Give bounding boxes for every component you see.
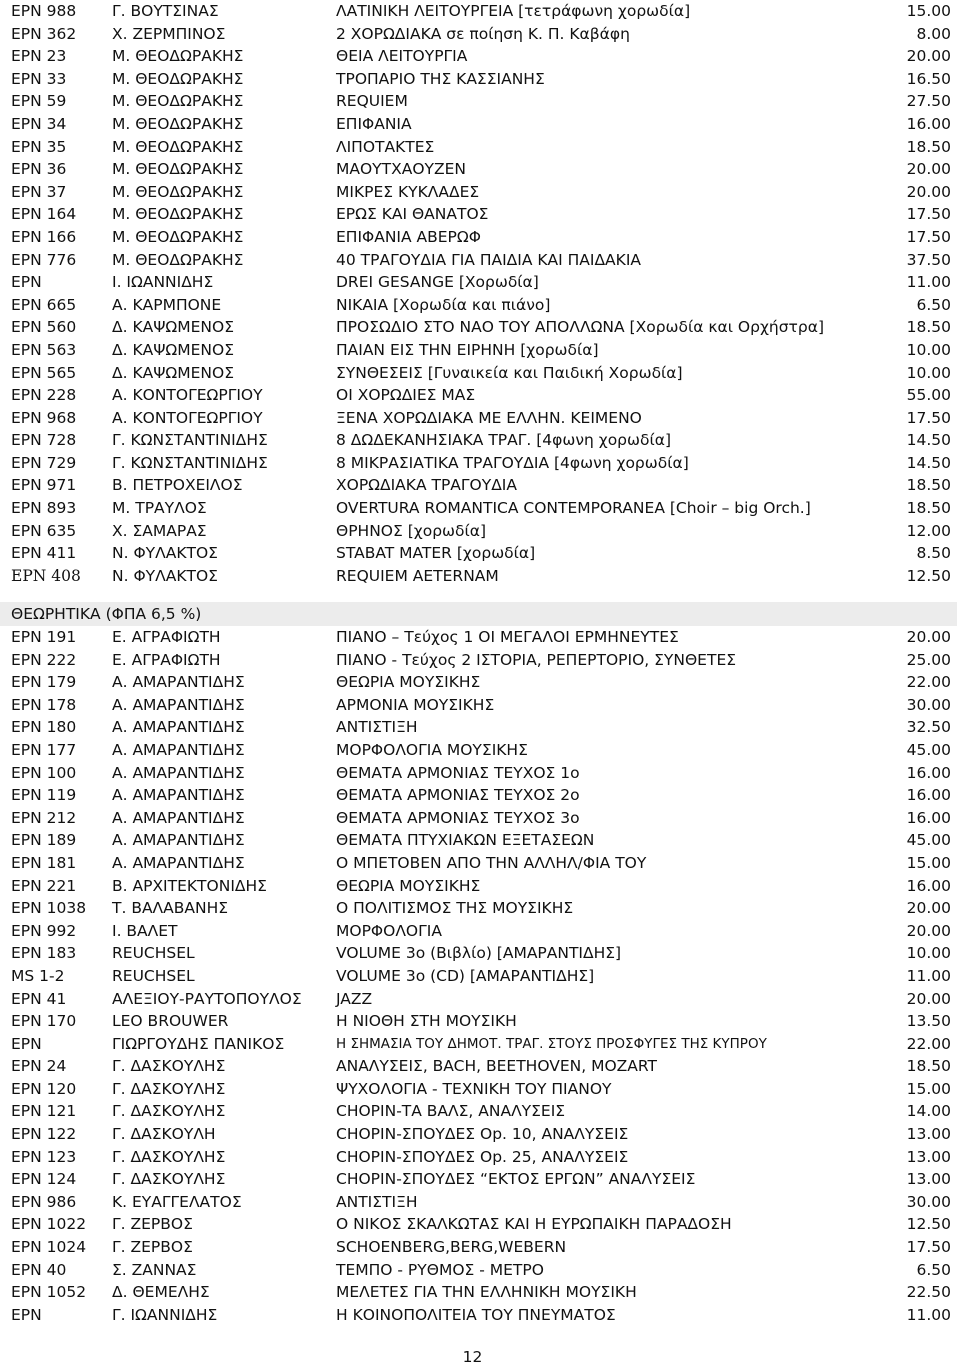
composer-name: Γ. ΔΑΣΚΟΥΛΗΣ xyxy=(112,1057,226,1076)
work-title: ΑΡΜΟΝΙΑ ΜΟΥΣΙΚΗΣ xyxy=(336,695,495,714)
composer-name: Β. ΠΕΤΡΟΧΕΙΛΟΣ xyxy=(112,476,243,495)
price: 45.00 xyxy=(906,740,951,759)
catalog-code: ΕΡΝ 1024 xyxy=(11,1238,87,1257)
catalog-row xyxy=(0,158,960,181)
composer-name: Γ. ΔΑΣΚΟΥΛΗΣ xyxy=(112,1102,226,1121)
composer-name: Μ. ΘΕΟΔΩΡΑΚΗΣ xyxy=(112,114,244,133)
catalog-row xyxy=(0,452,960,475)
price: 27.50 xyxy=(906,92,951,111)
work-title: SCHOENBERG,BERG,WEBERN xyxy=(336,1238,567,1257)
composer-name: LEO BROUWER xyxy=(112,1012,229,1031)
work-title: 8 ΜΙΚΡΑΣΙΑΤΙΚΑ ΤΡΑΓΟΥΔΙΑ [4φωνη χορωδία] xyxy=(336,453,689,472)
catalog-code: ΕΡΝ 1038 xyxy=(11,899,87,918)
composer-name: Γ. ΔΑΣΚΟΥΛΗΣ xyxy=(112,1170,226,1189)
price: 17.50 xyxy=(906,408,951,427)
catalog-code: ΕΡΝ 565 xyxy=(11,363,77,382)
composer-name: Δ. ΚΑΨΩΜΕΝΟΣ xyxy=(112,340,235,359)
composer-name: Α. ΑΜΑΡΑΝΤΙΔΗΣ xyxy=(112,786,245,805)
composer-name: Α. ΑΜΑΡΑΝΤΙΔΗΣ xyxy=(112,853,245,872)
composer-name: ΓΙΩΡΓΟΥΔΗΣ ΠΑΝΙΚΟΣ xyxy=(112,1034,285,1053)
composer-name: Γ. ΚΩΝΣΤΑΝΤΙΝΙΔΗΣ xyxy=(112,453,268,472)
catalog-code: ΕΡΝ 729 xyxy=(11,453,77,472)
composer-name: Μ. ΘΕΟΔΩΡΑΚΗΣ xyxy=(112,227,244,246)
catalog-row xyxy=(0,1123,960,1146)
work-title: ΘΕΙΑ ΛΕΙΤΟΥΡΓΙΑ xyxy=(336,47,468,66)
work-title: Η ΚΟΙΝΟΠΟΛΙΤΕΙΑ ΤΟΥ ΠΝΕΥΜΑΤΟΣ xyxy=(336,1305,616,1324)
catalog-row xyxy=(0,1259,960,1282)
composer-name: Α. ΑΜΑΡΑΝΤΙΔΗΣ xyxy=(112,695,245,714)
work-title: CHOPIN-ΣΠΟΥΔΕΣ Op. 25, ΑΝΑΛΥΣΕΙΣ xyxy=(336,1147,629,1166)
work-title: ΘΕΩΡΙΑ ΜΟΥΣΙΚΗΣ xyxy=(336,876,481,895)
price: 11.00 xyxy=(906,966,951,985)
catalog-code: ΕΡΝ 221 xyxy=(11,876,77,895)
price: 18.50 xyxy=(906,499,951,518)
catalog-row xyxy=(0,1055,960,1078)
catalog-code: ΕΡΝ 635 xyxy=(11,521,77,540)
catalog-code: ΕΡΝ 119 xyxy=(11,786,77,805)
work-title: ΜΙΚΡΕΣ ΚΥΚΛΑΔΕΣ xyxy=(336,182,480,201)
price: 16.00 xyxy=(906,763,951,782)
catalog-row xyxy=(0,226,960,249)
catalog-code: ΕΡΝ 411 xyxy=(11,544,77,563)
price: 20.00 xyxy=(906,47,951,66)
composer-name: Β. ΑΡΧΙΤΕΚΤΟΝΙΔΗΣ xyxy=(112,876,267,895)
composer-name: Μ. ΤΡΑΥΛΟΣ xyxy=(112,499,207,518)
catalog-row xyxy=(0,762,960,785)
work-title: ΛΑΤΙΝΙΚΗ ΛΕΙΤΟΥΡΓΕΙΑ [τετράφωνη χορωδία] xyxy=(336,2,691,20)
catalog-row xyxy=(0,407,960,430)
composer-name: Γ. ΔΑΣΚΟΥΛΗΣ xyxy=(112,1079,226,1098)
price: 13.00 xyxy=(906,1147,951,1166)
composer-name: Μ. ΘΕΟΔΩΡΑΚΗΣ xyxy=(112,47,244,66)
catalog-row xyxy=(0,829,960,852)
composer-name: Ι. ΒΑΛΕΤ xyxy=(112,921,178,940)
composer-name: Α. ΑΜΑΡΑΝΤΙΔΗΣ xyxy=(112,740,245,759)
composer-name: REUCHSEL xyxy=(112,966,195,985)
catalog-code: ΕΡΝ 24 xyxy=(11,1057,67,1076)
price: 12.00 xyxy=(906,521,951,540)
price: 22.50 xyxy=(906,1283,951,1302)
catalog-row xyxy=(0,316,960,339)
work-title: JAZZ xyxy=(336,989,373,1008)
catalog-code: ΕΡΝ 170 xyxy=(11,1012,77,1031)
work-title: DREI GESANGE [Χορωδία] xyxy=(336,273,539,292)
price: 15.00 xyxy=(906,853,951,872)
price: 18.50 xyxy=(906,137,951,156)
work-title: 8 ΔΩΔΕΚΑΝΗΣΙΑΚΑ ΤΡΑΓ. [4φωνη χορωδία] xyxy=(336,431,671,450)
price: 20.00 xyxy=(906,628,951,646)
composer-name: Μ. ΘΕΟΔΩΡΑΚΗΣ xyxy=(112,92,244,111)
catalog-row xyxy=(0,920,960,943)
composer-name: Γ. ΙΩΑΝΝΙΔΗΣ xyxy=(112,1305,218,1324)
composer-name: Γ. ΔΑΣΚΟΥΛΗΣ xyxy=(112,1147,226,1166)
catalog-code: ΕΡΝ 183 xyxy=(11,944,77,963)
composer-name: Δ. ΘΕΜΕΛΗΣ xyxy=(112,1283,210,1302)
catalog-row xyxy=(0,203,960,226)
work-title: ΟΙ ΧΟΡΩΔΙΕΣ ΜΑΣ xyxy=(336,386,476,405)
price: 20.00 xyxy=(906,921,951,940)
work-title: ΞΕΝΑ ΧΟΡΩΔΙΑΚΑ ΜΕ ΕΛΛΗΝ. ΚΕΙΜΕΝΟ xyxy=(336,408,642,427)
composer-name: Α. ΚΟΝΤΟΓΕΩΡΓΙΟΥ xyxy=(112,386,263,405)
price: 20.00 xyxy=(906,989,951,1008)
catalog-row xyxy=(0,1010,960,1033)
catalog-row xyxy=(0,897,960,920)
catalog-row xyxy=(0,113,960,136)
catalog-code: ΕΡΝ 166 xyxy=(11,227,77,246)
price: 13.50 xyxy=(906,1012,951,1031)
composer-name: Α. ΚΟΝΤΟΓΕΩΡΓΙΟΥ xyxy=(112,408,263,427)
price: 18.50 xyxy=(906,318,951,337)
composer-name: Ε. ΑΓΡΑΦΙΩΤΗ xyxy=(112,628,221,646)
price: 10.00 xyxy=(906,363,951,382)
composer-name: ΑΛΕΞΙΟΥ-ΡΑΥΤΟΠΟΥΛΟΣ xyxy=(112,989,302,1008)
catalog-code: ΕΡΝ 191 xyxy=(11,628,77,646)
catalog-code: ΕΡΝ 122 xyxy=(11,1125,77,1144)
catalog-code: ΕΡΝ 179 xyxy=(11,673,77,692)
price: 16.50 xyxy=(906,69,951,88)
catalog-code: ΕΡΝ 164 xyxy=(11,205,77,224)
work-title: CHOPIN-ΤΑ ΒΑΛΣ, ΑΝΑΛΥΣΕΙΣ xyxy=(336,1102,566,1121)
price: 20.00 xyxy=(906,160,951,179)
composer-name: Ν. ΦΥΛΑΚΤΟΣ xyxy=(112,566,218,585)
work-title: ΠΡΟΣΩΔΙΟ ΣΤΟ ΝΑΟ ΤΟΥ ΑΠΟΛΛΩΝΑ [Χορωδία και Ορχήστρα] xyxy=(336,318,824,337)
work-title: ΑΝΑΛΥΣΕΙΣ, BACH, BEETHOVEN, MOZART xyxy=(336,1057,657,1076)
catalog-row xyxy=(0,0,960,23)
price: 16.00 xyxy=(906,808,951,827)
composer-name: Γ. ΚΩΝΣΤΑΝΤΙΝΙΔΗΣ xyxy=(112,431,268,450)
catalog-row xyxy=(0,1236,960,1259)
catalog-code: ΕΡΝ 228 xyxy=(11,386,77,405)
composer-name: Μ. ΘΕΟΔΩΡΑΚΗΣ xyxy=(112,160,244,179)
page-number: 12 xyxy=(462,1348,483,1366)
work-title: ΕΠΙΦΑΝΙΑ ΑΒΕΡΩΦ xyxy=(336,227,481,246)
work-title: ΝΙΚΑΙΑ [Χορωδία και πιάνο] xyxy=(336,295,551,314)
catalog-code: ΕΡΝ 123 xyxy=(11,1147,77,1166)
composer-name: Γ. ΖΕΡΒΟΣ xyxy=(112,1238,193,1257)
work-title: ΜΑΟΥΤΧΑΟΥΖΕΝ xyxy=(336,160,467,179)
catalog-row xyxy=(0,474,960,497)
composer-name: Κ. ΕΥΑΓΓΕΛΑΤΟΣ xyxy=(112,1192,242,1211)
catalog-row xyxy=(0,384,960,407)
catalog-row xyxy=(0,90,960,113)
catalog-code: ΕΡΝ 222 xyxy=(11,650,77,669)
price: 14.50 xyxy=(906,453,951,472)
price: 37.50 xyxy=(906,250,951,269)
price: 12.50 xyxy=(906,1215,951,1234)
catalog-code: ΕΡΝ 121 xyxy=(11,1102,77,1121)
catalog-row xyxy=(0,739,960,762)
work-title: ΧΟΡΩΔΙΑΚΑ ΤΡΑΓΟΥΔΙΑ xyxy=(336,476,517,495)
composer-name: Μ. ΘΕΟΔΩΡΑΚΗΣ xyxy=(112,69,244,88)
catalog-code: ΕΡΝ 728 xyxy=(11,431,77,450)
work-title: ΨΥΧΟΛΟΓΙΑ - ΤΕΧΝΙΚΗ ΤΟΥ ΠΙΑΝΟΥ xyxy=(336,1079,612,1098)
catalog-row xyxy=(0,784,960,807)
composer-name: Ν. ΦΥΛΑΚΤΟΣ xyxy=(112,544,218,563)
work-title: ΘΕΜΑΤΑ ΑΡΜΟΝΙΑΣ ΤΕΥΧΟΣ 1ο xyxy=(336,763,580,782)
price: 6.50 xyxy=(916,295,951,314)
work-title: STABAT MATER [χορωδία] xyxy=(336,544,536,563)
catalog-code: ΕΡΝ 178 xyxy=(11,695,77,714)
work-title: OVERTURA ROMANTICA CONTEMPORANEA [Choir – big Orch.] xyxy=(336,499,811,518)
work-title: Ο ΜΠΕΤΟΒΕΝ ΑΠΟ ΤΗΝ ΑΛΛΗΛ/ΦΙΑ ΤΟΥ xyxy=(336,853,647,872)
price: 17.50 xyxy=(906,205,951,224)
catalog-code: ΕΡΝ 968 xyxy=(11,408,77,427)
price: 18.50 xyxy=(906,1057,951,1076)
composer-name: Δ. ΚΑΨΩΜΕΝΟΣ xyxy=(112,318,235,337)
work-title: CHOPIN-ΣΠΟΥΔΕΣ Op. 10, ΑΝΑΛΥΣΕΙΣ xyxy=(336,1125,629,1144)
price: 18.50 xyxy=(906,476,951,495)
catalog-row xyxy=(0,1033,960,1056)
catalog-row xyxy=(0,965,960,988)
price: 32.50 xyxy=(906,718,951,737)
catalog-row xyxy=(0,1191,960,1214)
work-title: REQUIEM xyxy=(336,92,408,111)
work-title: ΜΕΛΕΤΕΣ ΓΙΑ ΤΗΝ ΕΛΛΗΝΙΚΗ ΜΟΥΣΙΚΗ xyxy=(336,1283,637,1302)
catalog-row xyxy=(0,68,960,91)
work-title: ΑΝΤΙΣΤΙΞΗ xyxy=(336,1192,418,1211)
choral-section xyxy=(0,0,960,587)
composer-name: Γ. ΒΟΥΤΣΙΝΑΣ xyxy=(112,2,219,20)
price: 45.00 xyxy=(906,831,951,850)
catalog-row xyxy=(0,136,960,159)
price: 55.00 xyxy=(906,386,951,405)
work-title: ΘΡΗΝΟΣ [χορωδία] xyxy=(336,521,487,540)
price: 14.50 xyxy=(906,431,951,450)
work-title: VOLUME 3ο (CD) [ΑΜΑΡΑΝΤΙΔΗΣ] xyxy=(336,966,595,985)
catalog-code: ΕΡΝ 34 xyxy=(11,114,67,133)
catalog-code: ΕΡΝ 986 xyxy=(11,1192,77,1211)
work-title: ΘΕΜΑΤΑ ΑΡΜΟΝΙΑΣ ΤΕΥΧΟΣ 2ο xyxy=(336,786,580,805)
catalog-row xyxy=(0,716,960,739)
catalog-code: ΕΡΝ 1022 xyxy=(11,1215,87,1234)
work-title: 40 ΤΡΑΓΟΥΔΙΑ ΓΙΑ ΠΑΙΔΙΑ ΚΑΙ ΠΑΙΔΑΚΙΑ xyxy=(336,250,641,269)
catalog-code: ΕΡΝ 988 xyxy=(11,2,77,20)
composer-name: Α. ΑΜΑΡΑΝΤΙΔΗΣ xyxy=(112,763,245,782)
composer-name: Γ. ΔΑΣΚΟΥΛΗ xyxy=(112,1125,216,1144)
work-title: Η ΣΗΜΑΣΙΑ ΤΟΥ ΔΗΜΟΤ. ΤΡΑΓ. ΣΤΟΥΣ ΠΡΟΣΦΥΓΕΣ ΤΗΣ ΚΥΠΡΟΥ xyxy=(336,1035,767,1052)
catalog-row xyxy=(0,1281,960,1304)
catalog-code: ΕΡΝ 1052 xyxy=(11,1283,87,1302)
catalog-row xyxy=(0,542,960,565)
catalog-row xyxy=(0,988,960,1011)
price: 8.50 xyxy=(916,544,951,563)
price: 15.00 xyxy=(906,1079,951,1098)
price: 14.00 xyxy=(906,1102,951,1121)
work-title: VOLUME 3ο (Βιβλίο) [ΑΜΑΡΑΝΤΙΔΗΣ] xyxy=(336,944,622,963)
composer-name: Γ. ΖΕΡΒΟΣ xyxy=(112,1215,193,1234)
work-title: 2 ΧΟΡΩΔΙΑΚΑ σε ποίηση Κ. Π. Καβάφη xyxy=(336,24,630,43)
catalog-code: ΕΡΝ 41 xyxy=(11,989,67,1008)
composer-name: Μ. ΘΕΟΔΩΡΑΚΗΣ xyxy=(112,250,244,269)
work-title: REQUIEM AETERNAM xyxy=(336,566,499,585)
catalog-code: ΕΡΝ 971 xyxy=(11,476,77,495)
composer-name: Α. ΑΜΑΡΑΝΤΙΔΗΣ xyxy=(112,808,245,827)
catalog-code: ΕΡΝ 120 xyxy=(11,1079,77,1098)
price: 20.00 xyxy=(906,899,951,918)
catalog-code: ΕΡΝ 180 xyxy=(11,718,77,737)
price: 11.00 xyxy=(906,273,951,292)
catalog-code: ΕΡΝ 776 xyxy=(11,250,77,269)
catalog-row xyxy=(0,694,960,717)
catalog-code: ΕΡΝ 560 xyxy=(11,318,77,337)
catalog-code: ΕΡΝ 189 xyxy=(11,831,77,850)
work-title: ΤΡΟΠΑΡΙΟ ΤΗΣ ΚΑΣΣΙΑΝΗΣ xyxy=(336,69,545,88)
catalog-code: ΕΡΝ 893 xyxy=(11,499,77,518)
composer-name: Α. ΑΜΑΡΑΝΤΙΔΗΣ xyxy=(112,831,245,850)
price: 22.00 xyxy=(906,673,951,692)
catalog-code: ΕΡΝ 35 xyxy=(11,137,67,156)
catalog-row xyxy=(0,339,960,362)
work-title: ΛΙΠΟΤΑΚΤΕΣ xyxy=(336,137,435,156)
price: 13.00 xyxy=(906,1125,951,1144)
catalog-row xyxy=(0,626,960,649)
composer-name: Ε. ΑΓΡΑΦΙΩΤΗ xyxy=(112,650,221,669)
price: 8.00 xyxy=(916,24,951,43)
catalog-code: ΕΡΝ 37 xyxy=(11,182,67,201)
composer-name: Ι. ΙΩΑΝΝΙΔΗΣ xyxy=(112,273,214,292)
catalog-row xyxy=(0,520,960,543)
work-title: ΠΙΑΝΟ – Τεύχος 1 ΟΙ ΜΕΓΑΛΟΙ ΕΡΜΗΝΕΥΤΕΣ xyxy=(336,628,679,646)
catalog-row xyxy=(0,45,960,68)
work-title: ΠΙΑΝΟ - Τεύχος 2 ΙΣΤΟΡΙΑ, ΡΕΠΕΡΤΟΡΙΟ, ΣΥΝΘΕΤΕΣ xyxy=(336,650,737,669)
composer-name: Μ. ΘΕΟΔΩΡΑΚΗΣ xyxy=(112,182,244,201)
catalog-row xyxy=(0,1304,960,1327)
theory-section xyxy=(0,602,960,1326)
work-title: ΣΥΝΘΕΣΕΙΣ [Γυναικεία και Παιδική Χορωδία] xyxy=(336,363,683,382)
composer-name: Α. ΑΜΑΡΑΝΤΙΔΗΣ xyxy=(112,673,245,692)
catalog-code: ΕΡΝ 33 xyxy=(11,69,67,88)
section-heading: ΘΕΩΡΗΤΙΚΑ (ΦΠΑ 6,5 %) xyxy=(0,602,957,626)
catalog-code: ΕΡΝ xyxy=(11,1034,42,1053)
catalog-code: ΕΡΝ 59 xyxy=(11,92,67,111)
catalog-code: ΕΡΝ 40 xyxy=(11,1260,67,1279)
catalog-code: ΕΡΝ 665 xyxy=(11,295,77,314)
catalog-code: ΕΡΝ 36 xyxy=(11,160,67,179)
price: 15.00 xyxy=(906,2,951,20)
catalog-row xyxy=(0,23,960,46)
composer-name: Χ. ΣΑΜΑΡΑΣ xyxy=(112,521,207,540)
work-title: ΘΕΜΑΤΑ ΑΡΜΟΝΙΑΣ ΤΕΥΧΟΣ 3ο xyxy=(336,808,580,827)
price: 17.50 xyxy=(906,1238,951,1257)
catalog-row xyxy=(0,1213,960,1236)
catalog-code: ΕΡΝ 100 xyxy=(11,763,77,782)
price: 16.00 xyxy=(906,876,951,895)
work-title: ΜΟΡΦΟΛΟΓΙΑ xyxy=(336,921,442,940)
composer-name: Α. ΑΜΑΡΑΝΤΙΔΗΣ xyxy=(112,718,245,737)
catalog-code: ΕΡΝ 177 xyxy=(11,740,77,759)
work-title: ΘΕΩΡΙΑ ΜΟΥΣΙΚΗΣ xyxy=(336,673,481,692)
catalog-row xyxy=(0,875,960,898)
work-title: ΜΟΡΦΟΛΟΓΙΑ ΜΟΥΣΙΚΗΣ xyxy=(336,740,528,759)
work-title: Ο ΠΟΛΙΤΙΣΜΟΣ ΤΗΣ ΜΟΥΣΙΚΗΣ xyxy=(336,899,574,918)
price: 6.50 xyxy=(916,1260,951,1279)
work-title: ΕΠΙΦΑΝΙΑ xyxy=(336,114,412,133)
price: 30.00 xyxy=(906,695,951,714)
catalog-row xyxy=(0,181,960,204)
catalog-row xyxy=(0,497,960,520)
catalog-code: MS 1-2 xyxy=(11,966,65,985)
composer-name: Μ. ΘΕΟΔΩΡΑΚΗΣ xyxy=(112,137,244,156)
composer-name: Σ. ΖΑΝΝΑΣ xyxy=(112,1260,197,1279)
price: 10.00 xyxy=(906,944,951,963)
catalog-code: ΕΡΝ 362 xyxy=(11,24,77,43)
catalog-row xyxy=(0,1078,960,1101)
price: 10.00 xyxy=(906,340,951,359)
catalog-row xyxy=(0,671,960,694)
work-title: CHOPIN-ΣΠΟΥΔΕΣ “ΕΚΤΟΣ ΕΡΓΩΝ” ΑΝΑΛΥΣΕΙΣ xyxy=(336,1170,696,1189)
composer-name: Μ. ΘΕΟΔΩΡΑΚΗΣ xyxy=(112,205,244,224)
work-title: ΕΡΩΣ ΚΑΙ ΘΑΝΑΤΟΣ xyxy=(336,205,489,224)
catalog-row xyxy=(0,1146,960,1169)
price: 22.00 xyxy=(906,1034,951,1053)
work-title: ΤΕΜΠΟ - ΡΥΘΜΟΣ - ΜΕΤΡΟ xyxy=(336,1260,544,1279)
catalog-row xyxy=(0,1100,960,1123)
price: 16.00 xyxy=(906,114,951,133)
price: 30.00 xyxy=(906,1192,951,1211)
catalog-row xyxy=(0,649,960,672)
catalog-code: ΕΡΝ 23 xyxy=(11,47,67,66)
catalog-row xyxy=(0,942,960,965)
work-title: ΘΕΜΑΤΑ ΠΤΥΧΙΑΚΩΝ ΕΞΕΤΑΣΕΩΝ xyxy=(336,831,595,850)
composer-name: Τ. ΒΑΛΑΒΑΝΗΣ xyxy=(112,899,229,918)
price: 13.00 xyxy=(906,1170,951,1189)
catalog-code: ΕΡΝ xyxy=(11,1305,42,1324)
composer-name: REUCHSEL xyxy=(112,944,195,963)
catalog-code: ΕΡΝ 124 xyxy=(11,1170,77,1189)
price: 11.00 xyxy=(906,1305,951,1324)
catalog-row xyxy=(0,249,960,272)
catalog-row xyxy=(0,429,960,452)
catalog-row xyxy=(0,807,960,830)
catalog-row xyxy=(0,271,960,294)
work-title: Ο ΝΙΚΟΣ ΣΚΑΛΚΩΤΑΣ ΚΑΙ Η ΕΥΡΩΠΑΙΚΗ ΠΑΡΑΔΟΣΗ xyxy=(336,1215,732,1234)
catalog-row xyxy=(0,362,960,385)
catalog-code: ΕΡΝ 992 xyxy=(11,921,77,940)
catalog-row xyxy=(0,565,960,588)
price: 16.00 xyxy=(906,786,951,805)
composer-name: Α. ΚΑΡΜΠΟΝΕ xyxy=(112,295,222,314)
catalog-row xyxy=(0,294,960,317)
catalog-row xyxy=(0,1168,960,1191)
catalog-code: ΕΡΝ 408 xyxy=(11,566,81,585)
price: 20.00 xyxy=(906,182,951,201)
composer-name: Δ. ΚΑΨΩΜΕΝΟΣ xyxy=(112,363,235,382)
composer-name: Χ. ΖΕΡΜΠΙΝΟΣ xyxy=(112,24,226,43)
catalog-code: ΕΡΝ 563 xyxy=(11,340,77,359)
catalog-code: ΕΡΝ xyxy=(11,273,42,292)
catalog-row xyxy=(0,852,960,875)
price: 17.50 xyxy=(906,227,951,246)
price: 25.00 xyxy=(906,650,951,669)
catalog-code: ΕΡΝ 212 xyxy=(11,808,77,827)
price: 12.50 xyxy=(906,566,951,585)
work-title: Η ΝΙΟΘΗ ΣΤΗ ΜΟΥΣΙΚΗ xyxy=(336,1012,517,1031)
work-title: ΠΑΙΑΝ ΕΙΣ ΤΗΝ ΕΙΡΗΝΗ [χορωδία] xyxy=(336,340,599,359)
catalog-code: ΕΡΝ 181 xyxy=(11,853,77,872)
work-title: ΑΝΤΙΣΤΙΞΗ xyxy=(336,718,418,737)
